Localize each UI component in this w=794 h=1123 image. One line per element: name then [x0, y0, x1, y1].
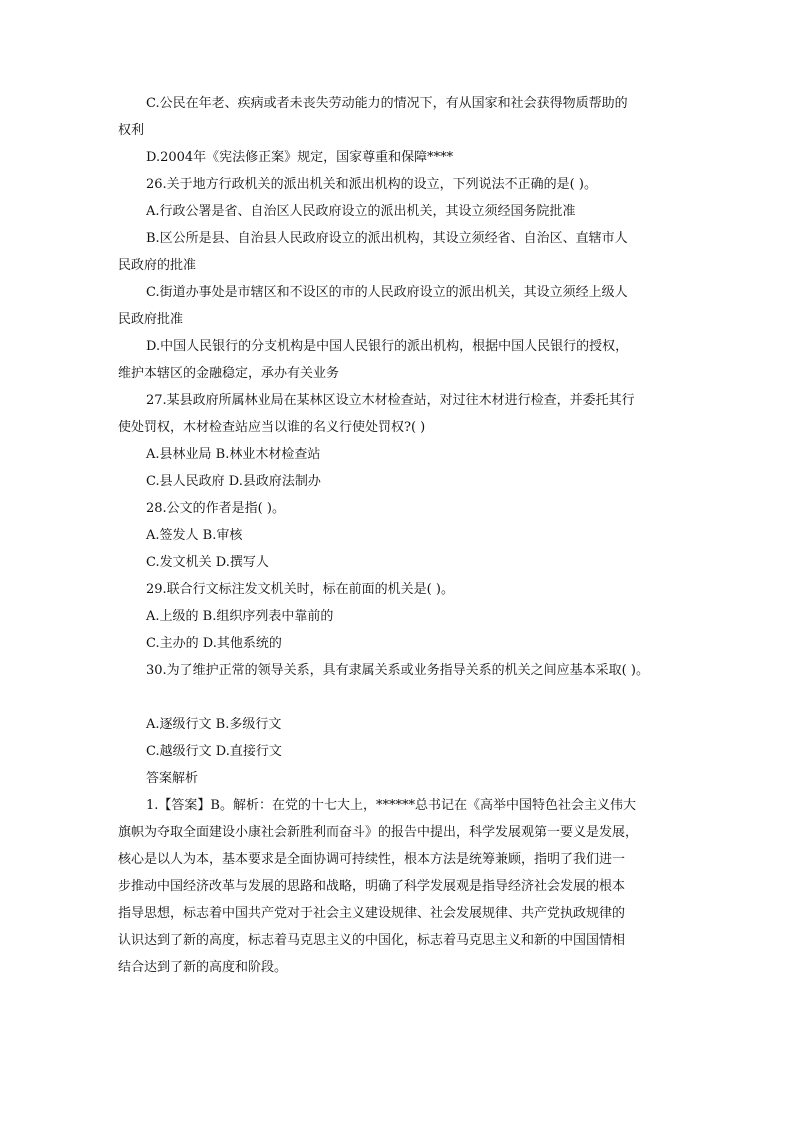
option-line: C.发文机关 D.撰写人	[146, 555, 269, 570]
answer-line: 1.【答案】B。解析：在党的十七大上，******总书记在《高举中国特色社会主义伟大	[146, 798, 636, 813]
question-30: 30.为了维护正常的领导关系，具有隶属关系或业务指导关系的机关之间应基本采取( )。	[146, 663, 649, 678]
answer-line: 核心是以人为本，基本要求是全面协调可持续性，根本方法是统筹兼顾，指明了我们进一	[118, 852, 626, 867]
question-29: 29.联合行文标注发文机关时，标在前面的机关是( )。	[146, 582, 454, 597]
section-heading: 答案解析	[146, 771, 199, 786]
option-line: C.街道办事处是市辖区和不设区的市的人民政府设立的派出机关，其设立须经上级人	[146, 285, 628, 300]
text-line: 使处罚权，木材检查站应当以谁的名义行使处罚权?( )	[118, 420, 426, 435]
answer-line: 指导思想，标志着中国共产党对于社会主义建设规律、社会发展规律、共产党执政规律的	[118, 906, 626, 921]
question-28: 28.公文的作者是指( )。	[146, 501, 285, 516]
option-line: B.区公所是县、自治县人民政府设立的派出机构，其设立须经省、自治区、直辖市人	[146, 231, 628, 246]
answer-line: 旗帜为夺取全面建设小康社会新胜利而奋斗》的报告中提出，科学发展观第一要义是发展，	[118, 825, 639, 840]
text-line: 权利	[118, 123, 145, 138]
question-27: 27.某县政府所属林业局在某林区设立木材检查站，对过往木材进行检查，并委托其行	[146, 393, 635, 408]
text-line: 民政府的批准	[118, 258, 197, 273]
option-line: A.县林业局 B.林业木材检查站	[146, 447, 321, 462]
answer-line: 结合达到了新的高度和阶段。	[118, 960, 288, 975]
option-line: C.主办的 D.其他系统的	[146, 636, 282, 651]
text-line: 民政府批准	[118, 312, 184, 327]
answer-line: 认识达到了新的高度，标志着马克思主义的中国化，标志着马克思主义和新的中国国情相	[118, 933, 626, 948]
option-line: A.签发人 B.审核	[146, 528, 243, 543]
option-line: C.越级行文 D.直接行文	[146, 744, 282, 759]
text-line: D.2004年《宪法修正案》规定，国家尊重和保障****	[146, 150, 454, 165]
text-line: C.公民在年老、疾病或者未丧失劳动能力的情况下，有从国家和社会获得物质帮助的	[146, 96, 628, 111]
option-line: A.上级的 B.组织序列表中靠前的	[146, 609, 334, 624]
option-line: D.中国人民银行的分支机构是中国人民银行的派出机构，根据中国人民银行的授权，	[146, 339, 629, 354]
option-line: A.逐级行文 B.多级行文	[146, 717, 282, 732]
answer-line: 步推动中国经济改革与发展的思路和战略，明确了科学发展观是指导经济社会发展的根本	[118, 879, 626, 894]
option-line: A.行政公署是省、自治区人民政府设立的派出机关，其设立须经国务院批准	[146, 204, 576, 219]
question-26: 26.关于地方行政机关的派出机关和派出机构的设立，下列说法不正确的是( )。	[146, 177, 597, 192]
option-line: C.县人民政府 D.县政府法制办	[146, 474, 321, 489]
text-line: 维护本辖区的金融稳定，承办有关业务	[118, 366, 340, 381]
